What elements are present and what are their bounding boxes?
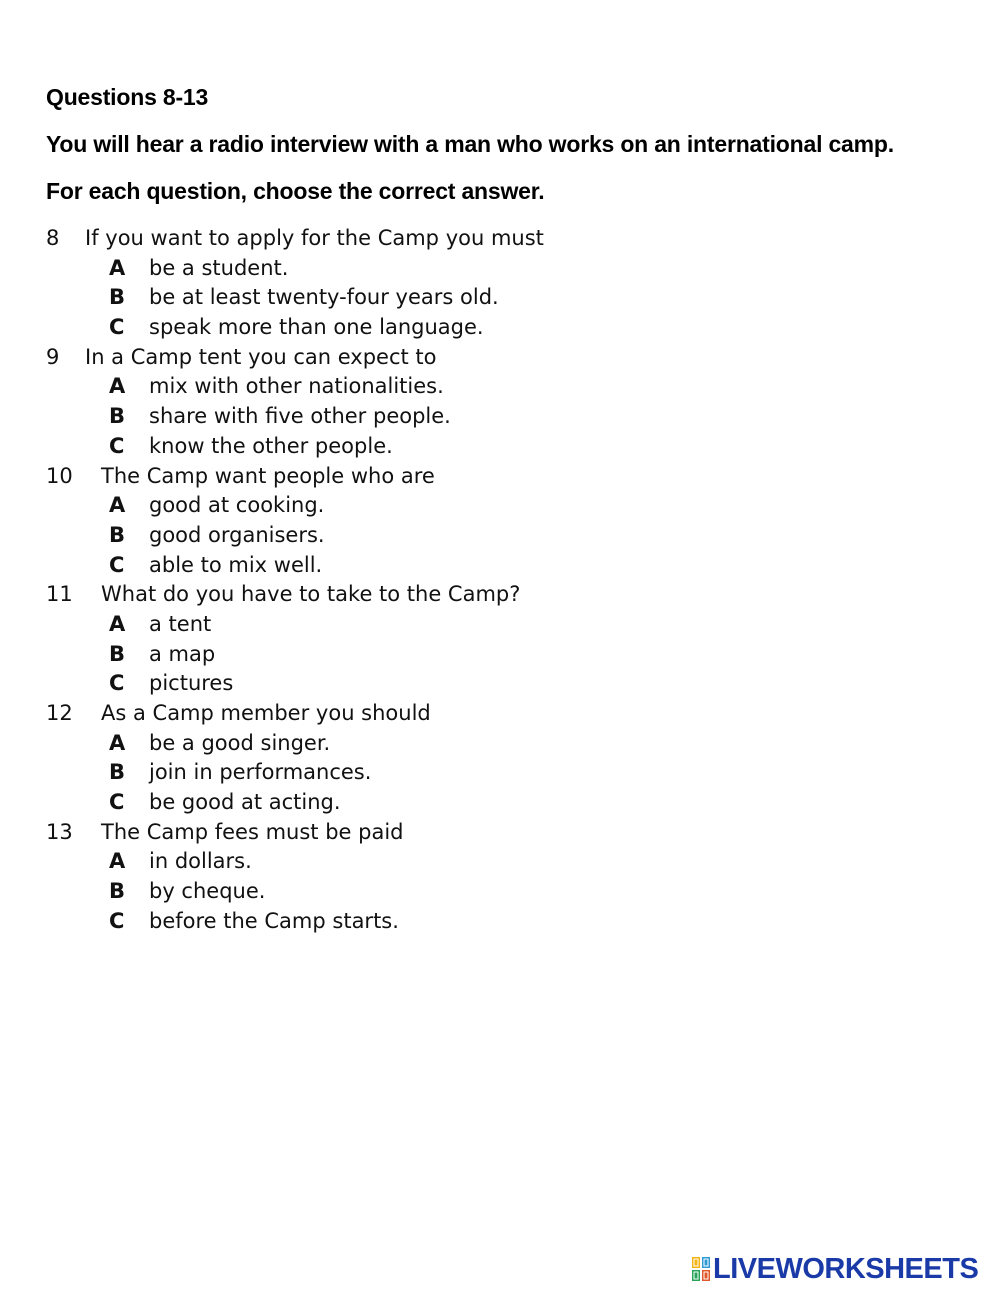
option-letter: C bbox=[109, 552, 125, 577]
question-number: 8 bbox=[46, 226, 60, 250]
option-letter: A bbox=[109, 255, 126, 280]
task-instruction: For each question, choose the correct answer. bbox=[46, 178, 545, 204]
option-letter: C bbox=[109, 671, 125, 696]
question-text: The Camp want people who are bbox=[101, 463, 435, 488]
question-number: 12 bbox=[46, 701, 73, 725]
answer-option[interactable] bbox=[46, 551, 946, 581]
option-text: be at least twenty-four years old. bbox=[149, 285, 499, 310]
question-list bbox=[46, 224, 946, 937]
option-letter: C bbox=[109, 315, 125, 340]
option-text: speak more than one language. bbox=[149, 315, 484, 340]
option-letter: A bbox=[109, 493, 126, 518]
task-intro: You will hear a radio interview with a man who works on an international camp. bbox=[46, 131, 894, 157]
option-text: pictures bbox=[149, 671, 234, 696]
answer-option[interactable] bbox=[46, 758, 946, 788]
answer-option[interactable] bbox=[46, 402, 946, 432]
liveworksheets-logo-text: LIVEWORKSHEETS bbox=[713, 1252, 979, 1285]
answer-option[interactable] bbox=[46, 491, 946, 521]
question-block bbox=[46, 224, 946, 343]
page-title: Questions 8-13 bbox=[46, 84, 209, 110]
answer-option[interactable] bbox=[46, 432, 946, 462]
answer-option[interactable] bbox=[46, 313, 946, 343]
question-stem bbox=[46, 343, 946, 373]
answer-option[interactable] bbox=[46, 372, 946, 402]
question-stem bbox=[46, 224, 946, 254]
question-block bbox=[46, 699, 946, 818]
option-text: be good at acting. bbox=[149, 790, 341, 815]
option-text: be a good singer. bbox=[149, 730, 331, 755]
option-text: able to mix well. bbox=[149, 552, 323, 577]
option-text: in dollars. bbox=[149, 849, 252, 874]
answer-option[interactable] bbox=[46, 283, 946, 313]
question-stem bbox=[46, 818, 946, 848]
option-letter: B bbox=[109, 285, 126, 310]
option-letter: B bbox=[109, 879, 126, 904]
question-text: The Camp fees must be paid bbox=[101, 819, 404, 844]
question-block bbox=[46, 818, 946, 937]
option-letter: A bbox=[109, 849, 126, 874]
answer-option[interactable] bbox=[46, 877, 946, 907]
option-letter: A bbox=[109, 374, 126, 399]
answer-option[interactable] bbox=[46, 847, 946, 877]
option-text: be a student. bbox=[149, 255, 289, 280]
question-block bbox=[46, 462, 946, 581]
question-text: In a Camp tent you can expect to bbox=[85, 344, 437, 369]
answer-option[interactable] bbox=[46, 254, 946, 284]
answer-option[interactable] bbox=[46, 907, 946, 937]
option-text: good at cooking. bbox=[149, 493, 325, 518]
option-text: a tent bbox=[149, 611, 212, 636]
question-block bbox=[46, 580, 946, 699]
answer-option[interactable] bbox=[46, 669, 946, 699]
question-stem bbox=[46, 699, 946, 729]
liveworksheets-logo-icon bbox=[692, 1257, 710, 1281]
option-letter: B bbox=[109, 404, 126, 429]
option-text: mix with other nationalities. bbox=[149, 374, 444, 399]
option-letter: C bbox=[109, 908, 125, 933]
question-text: If you want to apply for the Camp you must bbox=[85, 226, 544, 250]
answer-option[interactable] bbox=[46, 640, 946, 670]
option-letter: B bbox=[109, 641, 126, 666]
answer-option[interactable] bbox=[46, 521, 946, 551]
option-letter: B bbox=[109, 522, 126, 547]
answer-option[interactable] bbox=[46, 610, 946, 640]
option-letter: C bbox=[109, 433, 125, 458]
option-text: by cheque. bbox=[149, 879, 266, 904]
option-text: share with five other people. bbox=[149, 404, 451, 429]
option-text: a map bbox=[149, 641, 216, 666]
answer-option[interactable] bbox=[46, 788, 946, 818]
option-letter: B bbox=[109, 760, 126, 785]
option-text: before the Camp starts. bbox=[149, 908, 399, 933]
option-letter: A bbox=[109, 611, 126, 636]
answer-option[interactable] bbox=[46, 729, 946, 759]
question-number: 11 bbox=[46, 582, 73, 607]
question-stem bbox=[46, 462, 946, 492]
option-text: good organisers. bbox=[149, 522, 325, 547]
option-letter: C bbox=[109, 790, 125, 815]
question-number: 13 bbox=[46, 819, 73, 844]
question-number: 10 bbox=[46, 463, 73, 488]
question-stem bbox=[46, 580, 946, 610]
question-number: 9 bbox=[46, 344, 60, 369]
option-text: join in performances. bbox=[149, 760, 372, 785]
question-text: What do you have to take to the Camp? bbox=[101, 582, 521, 607]
option-text: know the other people. bbox=[149, 433, 393, 458]
question-block bbox=[46, 343, 946, 462]
question-text: As a Camp member you should bbox=[101, 701, 431, 725]
option-letter: A bbox=[109, 730, 126, 755]
liveworksheets-logo[interactable] bbox=[692, 1253, 978, 1285]
